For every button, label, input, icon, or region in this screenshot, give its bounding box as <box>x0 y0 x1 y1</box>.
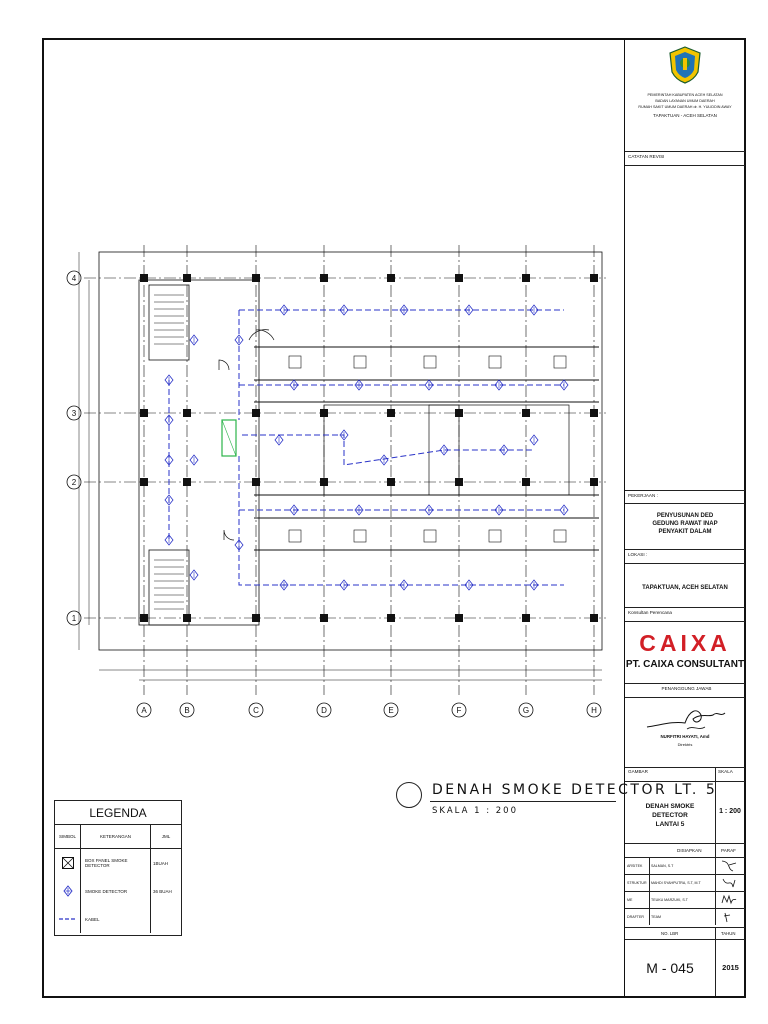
staff-role-architect: ARSITEK <box>627 864 643 868</box>
agency-line-1: PEMERINTAH KABUPATEN ACEH SELATAN <box>647 93 723 97</box>
grid-label-col: B <box>184 706 190 715</box>
grid-label-row: 2 <box>71 478 77 487</box>
prepared-divider <box>715 844 716 857</box>
smoke-detector <box>165 495 173 505</box>
signer-name: NURFITRI HAYATI, Amd <box>660 734 710 739</box>
structural-column <box>252 274 260 282</box>
structural-column <box>455 478 463 486</box>
grid-label-row: 4 <box>71 274 77 283</box>
smoke-detector <box>560 380 568 390</box>
structural-column <box>252 478 260 486</box>
structural-column <box>522 409 530 417</box>
paraf-architect <box>719 859 739 873</box>
legend-row-detector <box>55 877 181 905</box>
legend-header-symbol: SIMBOL <box>55 825 81 848</box>
smoke-detector <box>380 455 388 465</box>
legend-row-panel <box>55 849 181 877</box>
structural-column <box>387 478 395 486</box>
structural-column <box>455 614 463 622</box>
legend-title: LEGENDA <box>55 801 181 825</box>
legend-qty-detector: 36 BUAH <box>153 888 172 894</box>
paraf-label: PARAF <box>721 848 736 853</box>
staff-role-structure: STRUKTUR <box>627 881 647 885</box>
structural-column <box>522 274 530 282</box>
agency-city: TAPAKTUAN - ACEH SELATAN <box>653 113 717 118</box>
project-line-1: PENYUSUNAN DED <box>656 513 714 519</box>
grid-label-col: G <box>522 706 530 715</box>
drawing-label: GAMBAR <box>628 769 648 774</box>
staff-name-drafter: TEAM <box>651 915 661 919</box>
grid-label-col: H <box>591 706 597 715</box>
structural-column <box>140 274 148 282</box>
panel-box-icon <box>55 849 81 877</box>
smoke-detector <box>530 435 538 445</box>
paraf-me <box>719 893 739 907</box>
structural-column <box>590 478 598 486</box>
sheet-number: M - 045 <box>646 960 694 976</box>
grid-label-row: 1 <box>71 614 77 623</box>
agency-block <box>625 92 745 119</box>
structural-column <box>387 274 395 282</box>
structural-column <box>183 409 191 417</box>
responsible-label: PENANGGUNG JAWAB <box>625 684 745 698</box>
smoke-detector <box>190 335 198 345</box>
location-name: TAPAKTUAN, ACEH SELATAN <box>642 585 728 591</box>
structural-column <box>387 409 395 417</box>
legend-desc-detector: SMOKE DETECTOR <box>81 877 151 905</box>
signature-cell <box>625 698 745 768</box>
grid-label-row: 3 <box>71 409 77 418</box>
sheet-number-header-row <box>625 928 745 940</box>
scale-label: SKALA <box>718 769 733 774</box>
staff-row-architect <box>625 858 745 875</box>
grid-label-col: E <box>388 706 394 715</box>
legend-header-qty: JML <box>161 834 171 839</box>
legend-desc-cable: KABEL <box>81 905 151 933</box>
title-circle <box>396 782 422 808</box>
cable-dashed-icon <box>55 905 81 933</box>
plan-scale-text: SKALA 1 : 200 <box>432 806 518 816</box>
structural-column <box>252 614 260 622</box>
structural-column <box>320 478 328 486</box>
structural-column <box>140 614 148 622</box>
regency-emblem-icon <box>668 46 702 84</box>
structural-column <box>590 614 598 622</box>
title-block <box>624 40 744 996</box>
drawing-header-cell <box>625 768 745 782</box>
drawing-sheet <box>42 38 746 998</box>
structural-column <box>183 274 191 282</box>
structural-column <box>522 478 530 486</box>
drawing-cell <box>625 782 745 844</box>
project-line-2: GEDUNG RAWAT INAP <box>652 521 718 527</box>
title-underline <box>430 801 616 802</box>
staff-row-structure <box>625 875 745 892</box>
structural-column <box>183 614 191 622</box>
legend-row-cable <box>55 905 181 933</box>
paraf-structure <box>719 876 739 890</box>
consultant-cell <box>625 622 745 684</box>
structural-column <box>590 274 598 282</box>
drawing-name-line-2: LANTAI 5 <box>655 821 685 828</box>
staff-role-me: ME <box>627 898 633 902</box>
smoke-detector <box>560 505 568 515</box>
staff-row-me <box>625 892 745 909</box>
sheet-no-label: NO. LBR <box>661 931 679 936</box>
smoke-detector <box>235 335 243 345</box>
work-label: PEKERJAAN : <box>625 490 745 504</box>
staff-role-drafter: DRAFTER <box>627 915 644 919</box>
structural-column <box>455 409 463 417</box>
agency-line-2: BADAN LAYANAN UMUM DAERAH <box>655 99 715 103</box>
structural-column <box>320 614 328 622</box>
consultant-name: PT. CAIXA CONSULTANT <box>625 659 745 670</box>
project-line-3: PENYAKIT DALAM <box>658 529 712 535</box>
drawing-name-line-1: DENAH SMOKE DETECTOR <box>645 803 695 819</box>
legend-header-description: KETERANGAN <box>81 825 151 848</box>
structural-column <box>320 274 328 282</box>
structural-column <box>140 409 148 417</box>
structural-column <box>140 478 148 486</box>
smoke-detector <box>275 435 283 445</box>
smoke-detector-icon <box>55 877 81 905</box>
structural-column <box>183 478 191 486</box>
staff-name-structure: MAHDI SYAHPUTRA, S.T, M.T <box>651 881 701 885</box>
legend-header-row <box>55 825 181 849</box>
agency-line-3: RUMAH SAKIT UMUM DAERAH dr. H. YULIDDIN AWAY <box>638 105 732 109</box>
structural-column <box>590 409 598 417</box>
grid-label-col: A <box>141 706 147 715</box>
structural-column <box>455 274 463 282</box>
legend-table <box>54 800 182 936</box>
drawing-scale: 1 : 200 <box>719 808 741 815</box>
staff-name-architect: SALMAN, S.T <box>651 864 674 868</box>
consultant-logo: CAIXA <box>639 630 731 656</box>
structural-column <box>320 409 328 417</box>
sheet-no-divider <box>715 928 716 939</box>
revision-notes-label: CATATAN REVISI <box>625 152 745 166</box>
year-label: TAHUN <box>721 931 736 936</box>
project-cell <box>625 504 745 550</box>
structural-column <box>387 614 395 622</box>
legend-qty-cable <box>151 905 181 933</box>
staff-row-drafter <box>625 909 745 928</box>
staff-name-me: TEUKU MARZUKI, S.T <box>651 898 688 902</box>
legend-desc-panel: BOX PANEL SMOKE DETECTOR <box>81 849 151 877</box>
structural-column <box>522 614 530 622</box>
grid-label-col: C <box>253 706 259 715</box>
consultant-label: Konsultan Perencana <box>625 608 745 622</box>
cable-run <box>239 456 564 585</box>
plan-title-text: DENAH SMOKE DETECTOR LT. 5 <box>432 782 718 798</box>
structural-column <box>252 409 260 417</box>
smoke-detector <box>190 455 198 465</box>
legend-qty-panel: 1BUAH <box>153 860 169 866</box>
grid-label-col: D <box>321 706 327 715</box>
location-cell <box>625 564 745 608</box>
sheet-year: 2015 <box>715 940 745 996</box>
signer-role: Direktris <box>677 742 693 747</box>
paraf-drafter <box>719 910 739 924</box>
grid-label-col: F <box>456 706 462 715</box>
smoke-detector <box>190 570 198 580</box>
prepared-header-row <box>625 844 745 858</box>
prepared-label: DISIAPKAN <box>677 848 702 853</box>
location-label: LOKASI : <box>625 550 745 564</box>
